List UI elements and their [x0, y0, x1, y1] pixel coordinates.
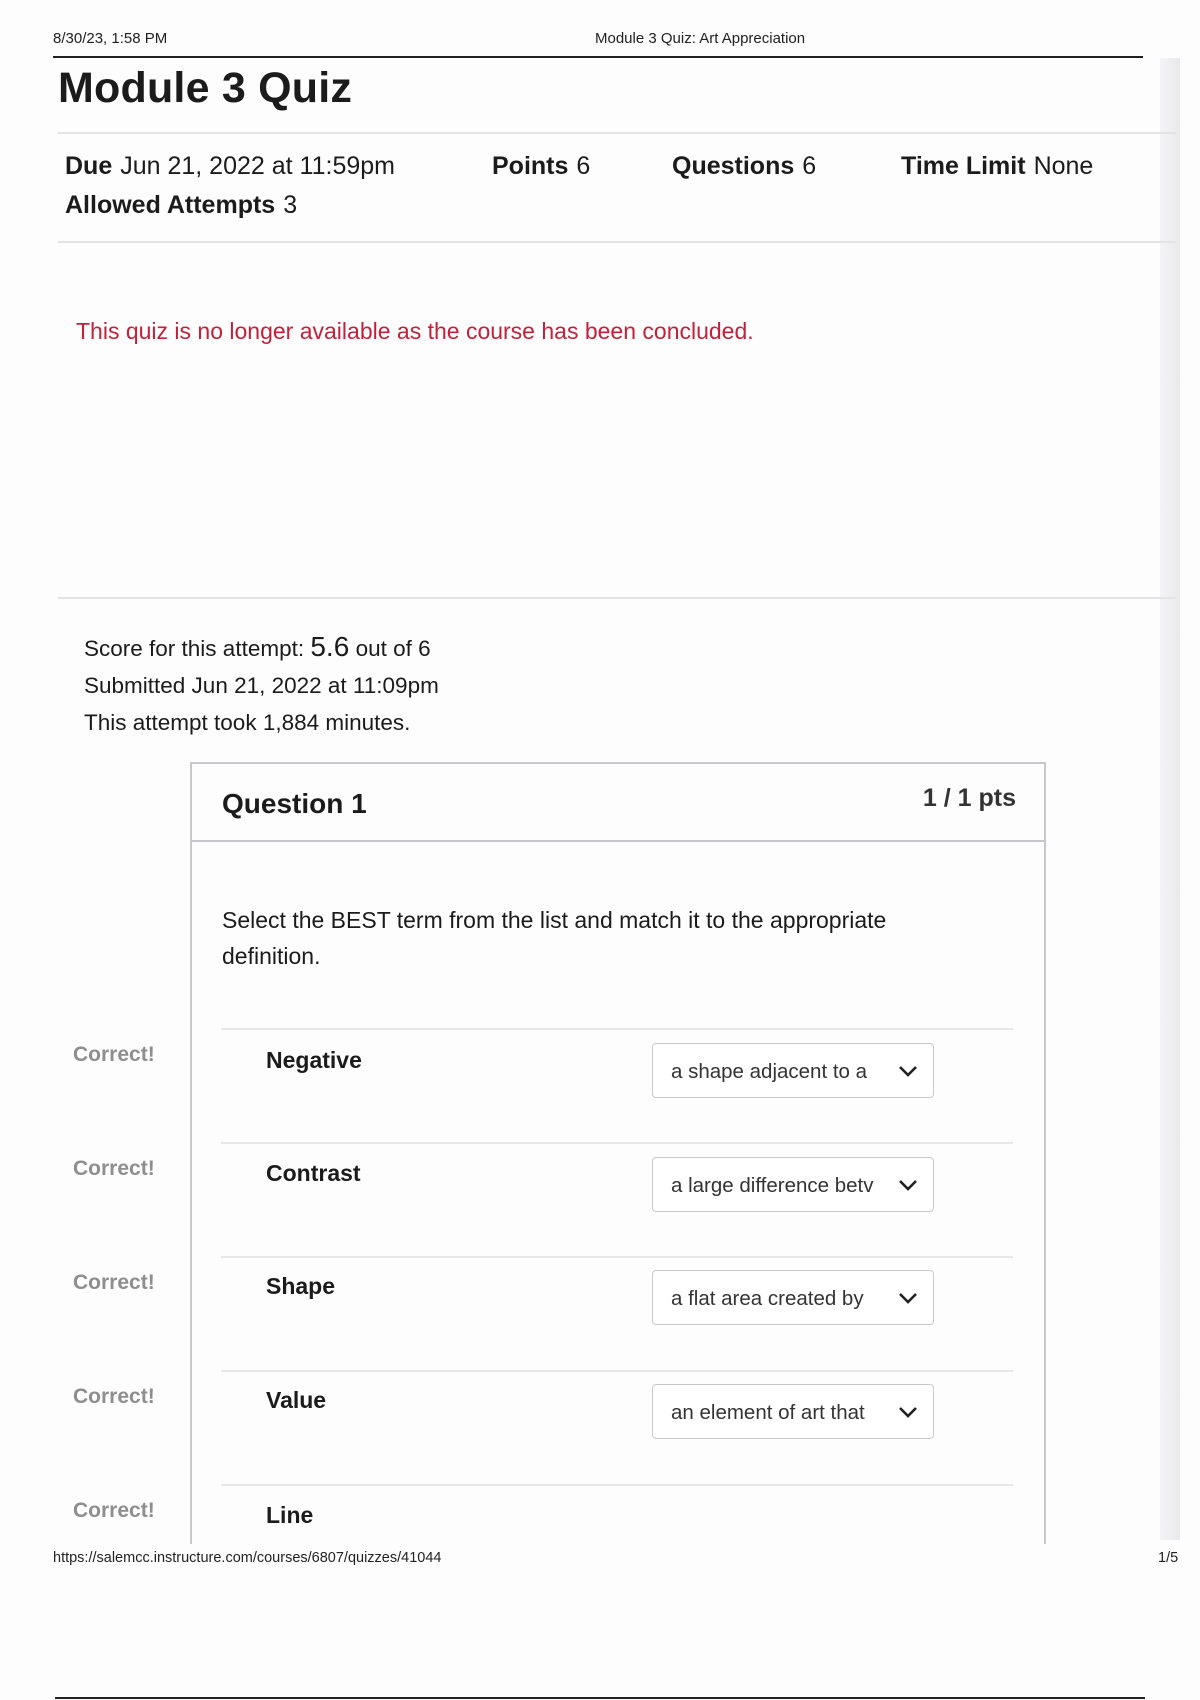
score-prefix: Score for this attempt:	[84, 636, 305, 661]
section-divider	[58, 597, 1176, 599]
attempt-duration: This attempt took 1,884 minutes.	[84, 710, 411, 735]
match-answer-select[interactable]	[652, 1270, 934, 1325]
attempt-score	[84, 628, 439, 667]
print-page-number: 1/5	[1158, 1550, 1179, 1566]
header-divider	[53, 56, 1143, 58]
selected-answer: an element of art that	[671, 1401, 865, 1424]
match-row-divider	[221, 1028, 1013, 1030]
due-value: Jun 21, 2022 at 11:59pm	[120, 152, 395, 180]
question-title: Question 1	[222, 788, 367, 819]
points-value: 6	[576, 152, 591, 180]
attempt-summary	[84, 628, 439, 741]
correct-label: Correct!	[73, 1271, 155, 1294]
attempts-value: 3	[283, 191, 298, 219]
correct-label: Correct!	[73, 1499, 155, 1522]
print-header	[53, 28, 1143, 58]
match-row-divider	[221, 1370, 1013, 1372]
question-points: 1 / 1 pts	[922, 784, 1016, 812]
quiz-concluded-alert: This quiz is no longer available as the course has been concluded.	[76, 318, 754, 344]
quiz-title: Module 3 Quiz	[58, 64, 353, 112]
chevron-down-icon	[897, 1177, 919, 1193]
questions-label: Questions	[672, 152, 795, 180]
match-answer-select[interactable]	[652, 1384, 934, 1439]
question-header	[192, 764, 1044, 842]
time-limit-value: None	[1033, 152, 1094, 180]
correct-label: Correct!	[73, 1157, 155, 1180]
correct-label: Correct!	[73, 1385, 155, 1408]
correct-label: Correct!	[73, 1043, 155, 1066]
print-date: 8/30/23, 1:58 PM	[53, 30, 168, 47]
score-value: 5.6	[310, 631, 350, 662]
match-term: Line	[266, 1502, 314, 1528]
match-term: Value	[266, 1387, 327, 1413]
due-detail	[65, 152, 395, 181]
match-answer-select[interactable]	[652, 1157, 934, 1212]
match-term: Contrast	[266, 1160, 361, 1186]
score-suffix: out of 6	[355, 636, 431, 661]
attempts-detail	[65, 191, 297, 220]
chevron-down-icon	[897, 1404, 919, 1420]
match-row-divider	[221, 1142, 1013, 1144]
chevron-down-icon	[897, 1063, 919, 1079]
match-row-divider	[221, 1484, 1013, 1486]
due-label: Due	[65, 152, 113, 180]
questions-value: 6	[802, 152, 817, 180]
selected-answer: a shape adjacent to a	[671, 1060, 868, 1083]
match-term: Shape	[266, 1273, 336, 1299]
match-answer-select[interactable]	[652, 1043, 934, 1098]
time-limit-label: Time Limit	[901, 152, 1026, 180]
points-label: Points	[492, 152, 569, 180]
print-page-title: Module 3 Quiz: Art Appreciation	[595, 30, 806, 47]
details-divider	[58, 241, 1176, 243]
questions-detail	[672, 152, 816, 181]
question-text: Select the BEST term from the list and match it to the appropriate definition.	[222, 907, 887, 969]
attempts-label: Allowed Attempts	[65, 191, 276, 219]
title-divider	[58, 132, 1176, 134]
time-limit-detail	[901, 152, 1093, 181]
selected-answer: a flat area created by	[671, 1287, 864, 1310]
print-footer-url: https://salemcc.instructure.com/courses/6807/quizzes/41044	[53, 1550, 442, 1566]
selected-answer: a large difference betv	[671, 1174, 874, 1197]
match-term: Negative	[266, 1047, 362, 1073]
chevron-down-icon	[897, 1290, 919, 1306]
next-page-divider	[55, 1697, 1145, 1699]
points-detail	[492, 152, 590, 181]
match-row-divider	[221, 1256, 1013, 1258]
page-edge-shadow	[1160, 58, 1180, 1540]
attempt-submitted: Submitted Jun 21, 2022 at 11:09pm	[84, 673, 439, 698]
